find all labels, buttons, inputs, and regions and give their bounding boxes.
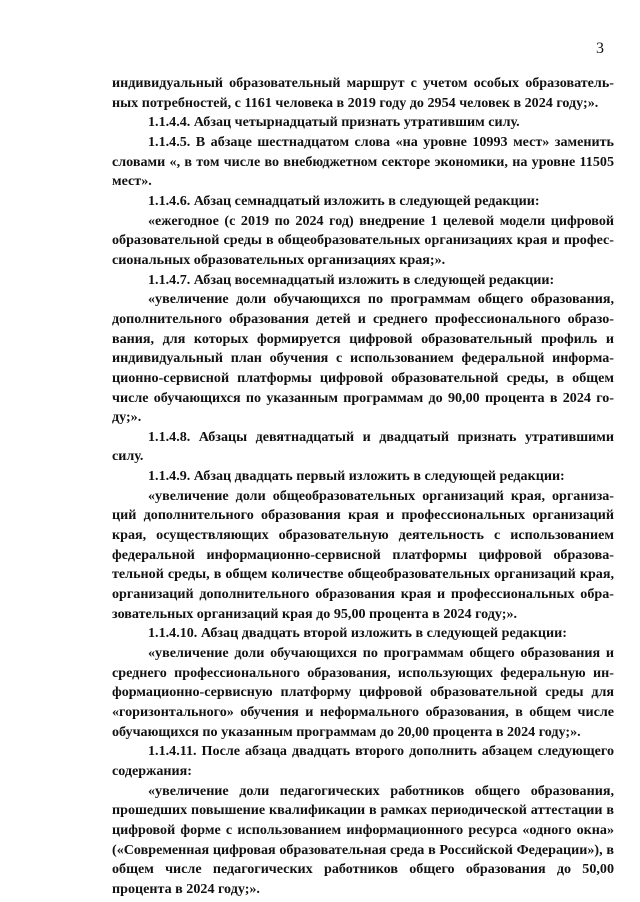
paragraph-1-1-4-9: 1.1.4.9. Абзац двадцать первый изложить в следующей редакции: — [148, 468, 565, 485]
paragraph-continuation: индивидуальный образовательный маршрут с учетом особых образовательных потребностей, с 1161 человека в 2019 году до 2954 человек в 2024 году;». — [112, 75, 614, 111]
paragraph-1-1-4-8: 1.1.4.8. Абзацы девятнадцатый и двадцатый признать утратившими силу. — [112, 428, 614, 465]
paragraph-1-1-4-10: 1.1.4.10. Абзац двадцать второй изложить в следующей редакции: — [148, 625, 567, 642]
paragraph-quote-target-model: «ежегодное (с 2019 по 2024 год) внедрение 1 целевой модели цифровой образовательной среды в общеобразовательных организациях края и профессиональных образовательных организациях края;». — [112, 212, 614, 268]
paragraph-quote-teachers-qualification: «увеличение доли педагогических работников общего образования, прошедших повышение квалификации в рамках периодической аттестации в цифровой форме с использованием информационного ресурса «одного окна» («Современная цифровая образовательная среда в Российской Федерации»), в общем числе педагогических работников общего образования до 50,00 процента в 2024 году;». — [112, 782, 614, 897]
document-body — [112, 74, 614, 900]
paragraph-quote-organizations-share: «увеличение доли общеобразовательных организаций края, организаций дополнительного образования края и профессиональных организаций края, осуществляющих образовательную деятельность с использованием федеральной информационно-сервисной платформы цифровой образовательной среды, в общем количестве общеобразовательных организаций края, организаций дополнительного образования края и профессиональных образовательных организаций края до 95,00 процента в 2024 году;». — [112, 487, 614, 622]
paragraph-1-1-4-4: 1.1.4.4. Абзац четырнадцатый признать утратившим силу. — [148, 114, 520, 131]
paragraph-quote-horizontal-learning: «увеличение доли обучающихся по программам общего образования и среднего профессионального образования, использующих федеральную информационно-сервисную платформу цифровой образовательной среды для «горизонтального» обучения и неформального образования, в общем числе обучающихся по указанным программам до 20,00 процента в 2024 году;». — [112, 645, 614, 740]
paragraph-1-1-4-6: 1.1.4.6. Абзац семнадцатый изложить в следующей редакции: — [148, 192, 540, 209]
paragraph-1-1-4-7: 1.1.4.7. Абзац восемнадцатый изложить в следующей редакции: — [148, 271, 555, 288]
paragraph-quote-digital-profile: «увеличение доли обучающихся по программам общего образования, дополнительного образования детей и среднего профессионального образования, для которых формируется цифровой образовательный профиль и индивидуальный план обучения с использованием федеральной информационно-сервисной платформы цифровой образовательной среды, в общем числе обучающихся по указанным программам до 90,00 процента в 2024 году;». — [112, 291, 614, 426]
paragraph-1-1-4-11: 1.1.4.11. После абзаца двадцать второго дополнить абзацем следующего содержания: — [112, 743, 614, 779]
paragraph-1-1-4-5: 1.1.4.5. В абзаце шестнадцатом слова «на уровне 10993 мест» заменить словами «, в том числе во внебюджетном секторе экономики, на уровне 11505 мест». — [112, 133, 614, 190]
page-number: 3 — [596, 40, 604, 57]
